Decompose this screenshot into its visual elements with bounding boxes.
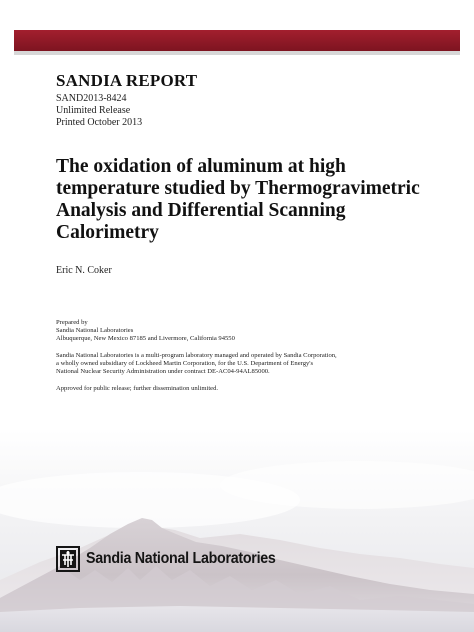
report-header (56, 71, 416, 129)
title-line-4: Calorimetry (56, 222, 159, 243)
title-line-1: The oxidation of aluminum at high (56, 156, 346, 177)
approval-notice: Approved for public release; further dissemination unlimited. (56, 385, 219, 392)
sandia-description (56, 352, 436, 377)
title-line-3: Analysis and Differential Scanning (56, 200, 346, 221)
prepared-by-block (56, 319, 436, 344)
print-date: Printed October 2013 (56, 117, 143, 128)
report-title (56, 156, 436, 244)
landscape-photo (0, 430, 474, 632)
description-line-3: National Nuclear Security Administration under contract DE-AC04-94AL85000. (56, 368, 270, 376)
prepared-line-3: Albuquerque, New Mexico 87185 and Livermore, California 94550 (56, 335, 235, 343)
report-label: SANDIA REPORT (56, 71, 198, 90)
sandia-thunderbird-icon (56, 546, 80, 572)
logo-text: Sandia National Laboratories (86, 550, 276, 567)
prepared-line-2: Sandia National Laboratories (56, 327, 134, 335)
author-name: Eric N. Coker (56, 265, 112, 276)
release-status: Unlimited Release (56, 105, 131, 116)
top-color-bar (14, 30, 460, 51)
description-line-1: Sandia National Laboratories is a multi-program laboratory managed and operated by Sandia Corporation, (56, 352, 337, 359)
title-line-2: temperature studied by Thermogravimetric (56, 178, 420, 199)
report-number: SAND2013-8424 (56, 93, 127, 104)
top-stripe (14, 51, 460, 55)
description-line-2: a wholly owned subsidiary of Lockheed Martin Corporation, for the U.S. Department of Energy's (56, 360, 314, 368)
sandia-logo (56, 546, 292, 572)
prepared-line-1: Prepared by (56, 319, 88, 326)
